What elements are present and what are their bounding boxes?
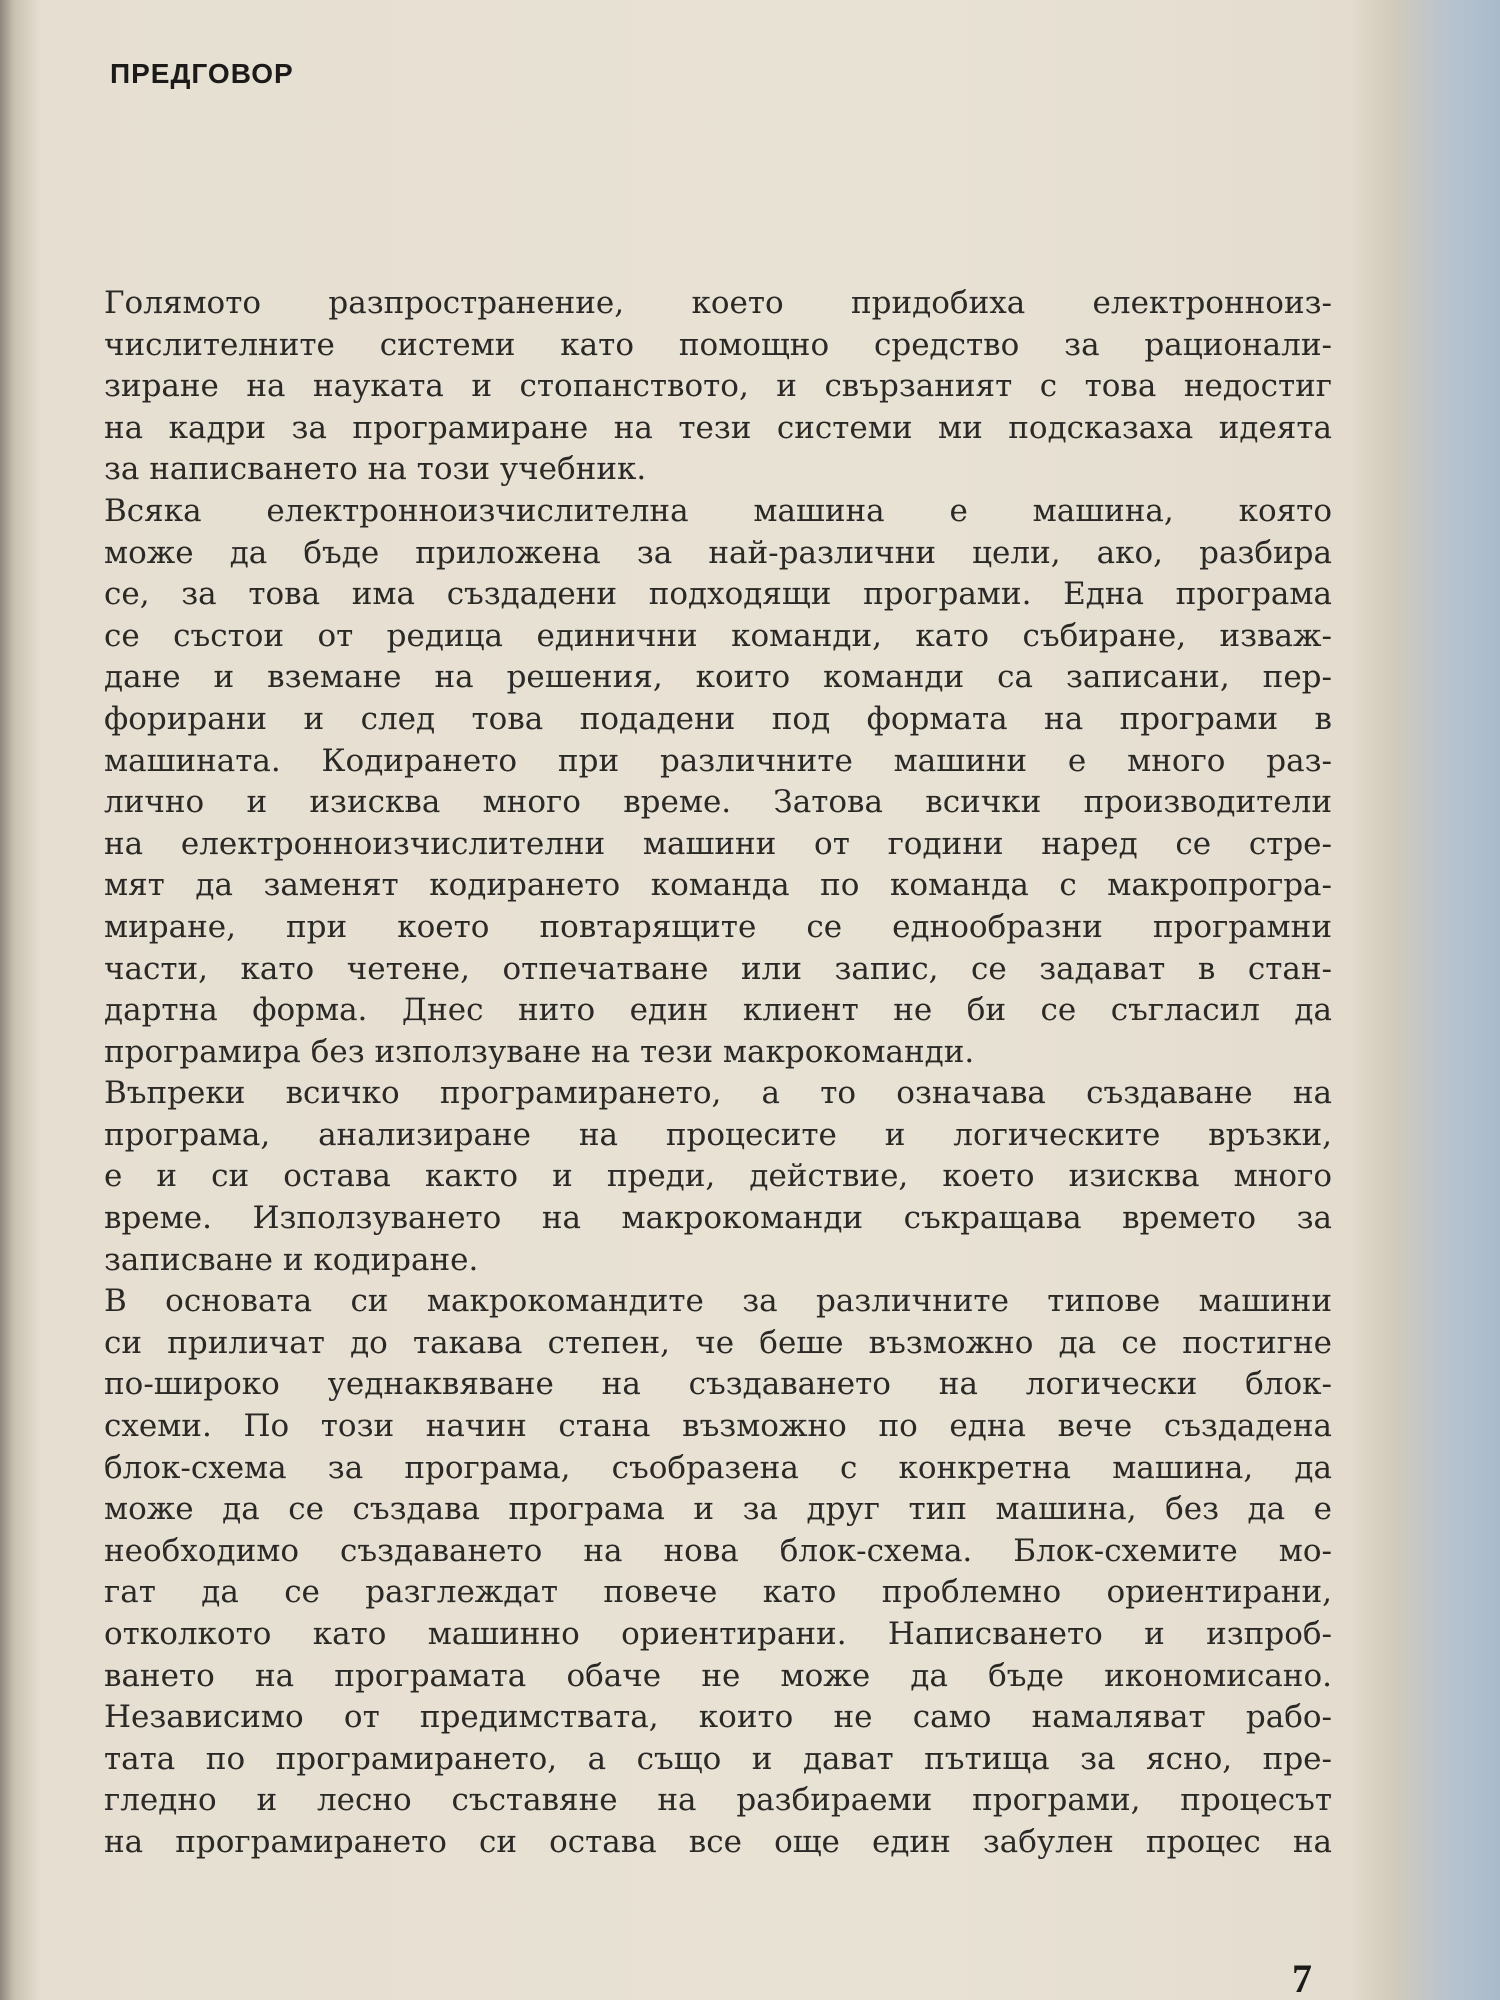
text-line: необходимо създаването на нова блок-схема. Блок-схемите мо- [104,1532,1332,1569]
text-line: може да се създава програма и за друг тип машина, без да е [104,1491,1332,1528]
text-line: ването на програмата обаче не може да бъде икономисано. [104,1657,1332,1694]
text-line: мят да заменят кодирането команда по команда с макропрогра- [104,867,1332,904]
text-line: дане и вземане на решения, които команди са записани, пер- [104,659,1332,696]
text-line: гледно и лесно съставяне на разбираеми програми, процесът [104,1782,1332,1819]
text-line: на програмирането си остава все още един забулен процес на [104,1823,1332,1860]
text-line: В основата си макрокомандите за различните типове машини [104,1283,1332,1320]
text-line: се състои от редица единични команди, като събиране, изваж- [104,617,1332,654]
text-line: Независимо от предимствата, които не само намаляват рабо- [104,1699,1332,1736]
text-line: отколкото като машинно ориентирани. Написването и изпроб- [104,1616,1332,1652]
text-line: зиране на науката и стопанството, и свързаният с това недостиг [104,368,1332,405]
page-number: 7 [1292,1956,1312,2000]
text-line: по-широко уеднаквяване на създаването на логически блок- [104,1366,1332,1403]
text-line: миране, при което повтарящите се еднообразни програмни [104,908,1332,945]
next-page-edge [1350,0,1500,2000]
text-line: се, за това има създадени подходящи програми. Една програма [104,576,1332,613]
text-line: Голямото разпространение, което придобиха електронноиз- [104,285,1332,321]
text-line: на кадри за програмиране на тези системи ми подсказаха идеята [104,409,1332,446]
text-line: числителните системи като помощно средство за рационали- [104,326,1332,363]
text-line: на електронноизчислителни машини от години наред се стре- [104,825,1332,862]
text-line: форирани и след това подадени под формата на програми в [104,700,1332,737]
text-line: е и си остава както и преди, действие, което изисква много [104,1158,1332,1195]
page-heading: ПРЕДГОВОР [110,58,294,89]
text-line: схеми. По този начин стана възможно по една вече създадена [104,1408,1332,1445]
text-line: части, като четене, отпечатване или запис, се задават в стан- [104,950,1332,987]
text-line: може да бъде приложена за най-различни цели, ако, разбира [104,534,1332,571]
text-line: тата по програмирането, а също и дават пътища за ясно, пре- [104,1740,1332,1777]
text-line: си приличат до такава степен, че беше възможно да се постигне [104,1324,1332,1361]
text-line: програма, анализиране на процесите и логическите връзки, [104,1116,1332,1153]
text-line: гат да се разглеждат повече като проблемно ориентирани, [104,1574,1332,1611]
text-line: лично и изисква много време. Затова всички производители [104,784,1332,821]
text-line: блок-схема за програма, съобразена с конкретна машина, да [104,1449,1332,1486]
text-line: за написването на този учебник. [104,451,647,488]
text-line: машината. Кодирането при различните машини е много раз- [104,742,1332,779]
text-line: дартна форма. Днес нито един клиент не би се съгласил да [104,992,1332,1029]
body-text [104,283,1332,1864]
text-line: Въпреки всичко програмирането, а то означава създаване на [104,1075,1332,1112]
text-line: записване и кодиране. [104,1241,479,1278]
text-line: време. Използуването на макрокоманди съкращава времето за [104,1200,1332,1237]
text-line: програмира без използуване на тези макрокоманди. [104,1033,975,1070]
text-line: Всяка електронноизчислителна машина е машина, която [104,492,1332,529]
